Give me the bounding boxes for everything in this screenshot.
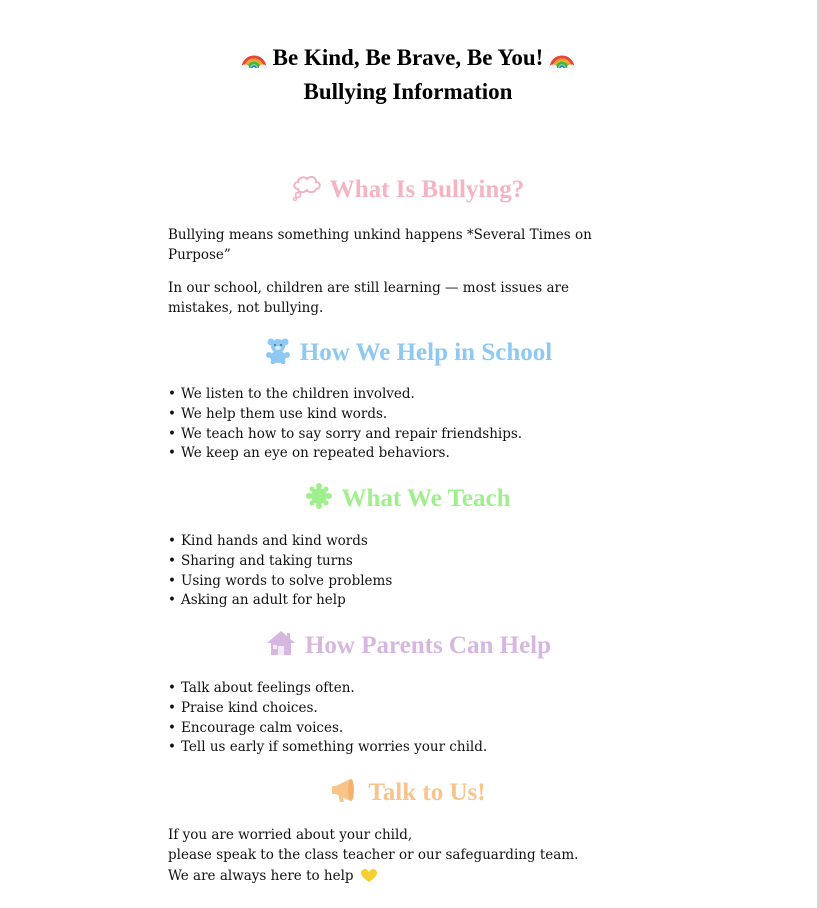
- parents-list: [168, 679, 487, 758]
- list-item: • Encourage calm voices.: [168, 719, 487, 739]
- section-heading-text: What We Teach: [341, 485, 511, 512]
- list-item: • Sharing and taking turns: [168, 552, 392, 572]
- list-item: • We teach how to say sorry and repair friendships.: [168, 425, 522, 445]
- contact-line-2: please speak to the class teacher or our safeguarding team.: [168, 847, 579, 863]
- section-heading-what-is-bullying: [0, 175, 816, 208]
- list-item: • We keep an eye on repeated behaviors.: [168, 444, 522, 464]
- thought-bubble-icon: [292, 175, 322, 208]
- section-heading-talk-to-us: [0, 776, 816, 811]
- section-heading-how-we-help: [0, 336, 816, 371]
- teddy-bear-icon: [264, 336, 292, 371]
- page-subtitle: Bullying Information: [303, 79, 513, 104]
- section-heading-text: How We Help in School: [299, 339, 553, 366]
- list-item: • Kind hands and kind words: [168, 532, 392, 552]
- list-item: • Tell us early if something worries your child.: [168, 738, 487, 758]
- contact-line-3-text: We are always here to help: [168, 868, 354, 884]
- contact-line-3: [168, 866, 638, 889]
- yellow-heart-icon: [361, 869, 377, 889]
- section-heading-what-we-teach: [0, 482, 816, 517]
- list-item: • We help them use kind words.: [168, 405, 522, 425]
- paragraph-learning: In our school, children are still learning — most issues are mistakes, not bullying.: [168, 280, 569, 316]
- list-item: • Using words to solve problems: [168, 572, 392, 592]
- page-title: [0, 45, 816, 76]
- section-heading-text: How Parents Can Help: [304, 632, 552, 659]
- contact-line-1: If you are worried about your child,: [168, 827, 413, 843]
- house-icon: [265, 629, 297, 664]
- page-title-text: Be Kind, Be Brave, Be You!: [272, 45, 544, 70]
- teach-list: [168, 532, 392, 611]
- splat-icon: [305, 482, 333, 517]
- paragraph-definition: Bullying means something unkind happens *Several Times on Purpose”: [168, 227, 592, 263]
- list-item: • Praise kind choices.: [168, 699, 487, 719]
- rainbow-icon: [241, 48, 267, 76]
- help-school-list: [168, 385, 522, 464]
- section-heading-parents: [0, 629, 816, 664]
- rainbow-icon: [549, 48, 575, 76]
- list-item: • We listen to the children involved.: [168, 385, 522, 405]
- megaphone-icon: [330, 776, 360, 811]
- list-item: • Asking an adult for help: [168, 591, 392, 611]
- section-heading-text: Talk to Us!: [368, 779, 486, 806]
- list-item: • Talk about feelings often.: [168, 679, 487, 699]
- section-heading-text: What Is Bullying?: [329, 176, 525, 203]
